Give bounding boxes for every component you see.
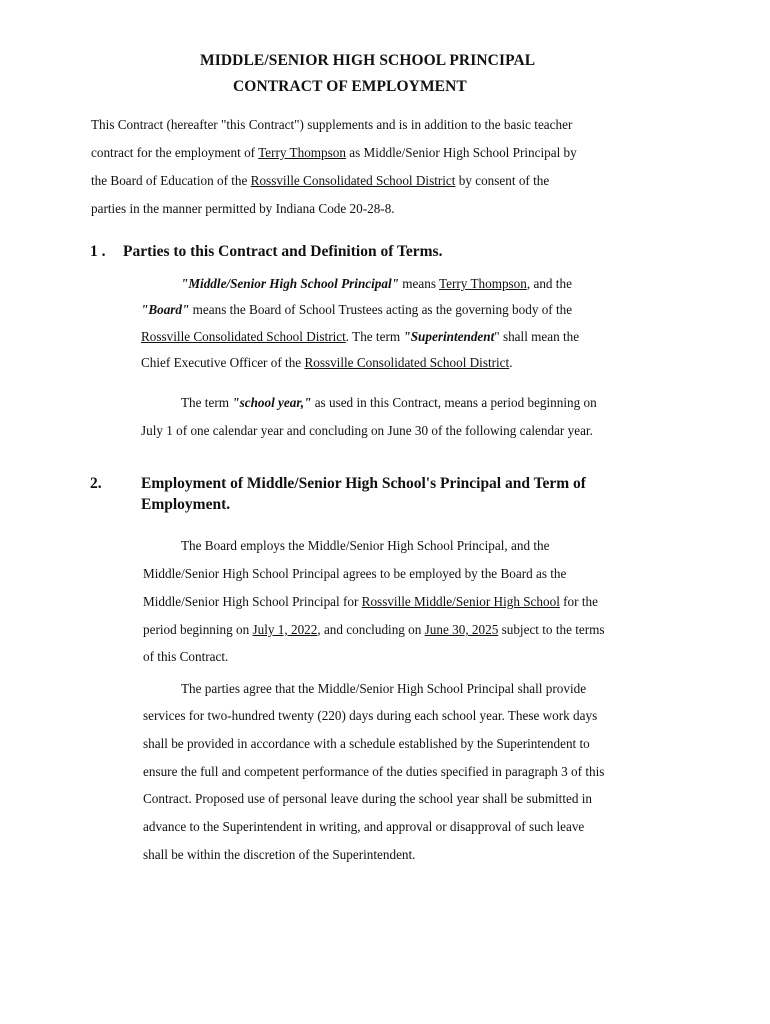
text: services for two-hundred twenty (220) days during each school year. These work days <box>143 708 598 723</box>
text: as Middle/Senior High School Principal by <box>345 145 577 160</box>
s2-p2-line-3 <box>143 736 590 752</box>
s1-p2-line-2 <box>141 423 593 439</box>
text: , and concluding on <box>317 622 425 637</box>
district-name: Rossville Consolidated School District <box>141 329 346 344</box>
s2-p1-line-2 <box>143 566 566 582</box>
text: parties in the manner permitted by Indiana Code 20-28-8. <box>91 201 395 216</box>
defined-term: "Superintendent <box>403 329 495 344</box>
text: The Board employs the Middle/Senior High School Principal, and the <box>181 538 550 553</box>
defined-term: "school year," <box>232 395 312 410</box>
section-2-heading-cont: Employment. <box>141 496 231 513</box>
s1-p2-line-1 <box>181 395 597 411</box>
text: by consent of the <box>455 173 550 188</box>
intro-line-1 <box>91 117 572 133</box>
document-title: MIDDLE/SENIOR HIGH SCHOOL PRINCIPAL <box>200 52 536 69</box>
s2-p1-line-5 <box>143 649 228 665</box>
s2-p2-line-7 <box>143 847 415 863</box>
text: The term <box>181 395 233 410</box>
s2-p2-line-6 <box>143 819 584 835</box>
text: Middle/Senior High School Principal for <box>143 594 362 609</box>
school-name: Rossville Middle/Senior High School <box>361 594 560 609</box>
s2-p2-line-5 <box>143 791 592 807</box>
defined-term: "Middle/Senior High School Principal" <box>181 276 399 291</box>
text: Chief Executive Officer of the <box>141 355 305 370</box>
text: . <box>509 355 513 370</box>
text: as used in this Contract, means a period beginning on <box>311 395 597 410</box>
s2-p1-line-4 <box>143 622 605 638</box>
principal-name: Terry Thompson <box>258 145 346 160</box>
s1-p1-line-3 <box>141 329 579 345</box>
text: ensure the full and competent performance of the duties specified in paragraph 3 of this <box>143 764 605 779</box>
text: advance to the Superintendent in writing, and approval or disapproval of such leave <box>143 819 585 834</box>
s2-p2-line-4 <box>143 764 604 780</box>
end-date: June 30, 2025 <box>424 622 499 637</box>
s2-p2-line-2 <box>143 708 597 724</box>
section-1-number: 1 . <box>90 243 106 260</box>
text: July 1 of one calendar year and concluding on June 30 of the following calendar year. <box>141 423 593 438</box>
section-2-heading: Employment of Middle/Senior High School's Principal and Term of <box>141 475 586 492</box>
district-name: Rossville Consolidated School District <box>304 355 510 370</box>
text: shall be within the discretion of the Superintendent. <box>143 847 416 862</box>
text: contract for the employment of <box>91 145 259 160</box>
text: the Board of Education of the <box>91 173 251 188</box>
text: means the Board of School Trustees acting as the governing body of the <box>189 302 573 317</box>
text: subject to the terms <box>498 622 605 637</box>
s1-p1-line-2 <box>141 302 572 318</box>
text: Middle/Senior High School Principal agrees to be employed by the Board as the <box>143 566 567 581</box>
text: " shall mean the <box>494 329 580 344</box>
section-2-number: 2. <box>90 475 102 492</box>
s2-p1-line-1 <box>181 538 549 554</box>
s1-p1-line-1 <box>181 276 572 292</box>
document-subtitle: CONTRACT OF EMPLOYMENT <box>233 78 467 95</box>
section-1-heading: Parties to this Contract and Definition of Terms. <box>123 243 443 260</box>
text: shall be provided in accordance with a schedule established by the Superintendent to <box>143 736 590 751</box>
text: , and the <box>526 276 572 291</box>
intro-line-2 <box>91 145 577 161</box>
text: period beginning on <box>143 622 253 637</box>
text: The parties agree that the Middle/Senior High School Principal shall provide <box>181 681 587 696</box>
text: . The term <box>345 329 404 344</box>
text: Contract. Proposed use of personal leave during the school year shall be submitted in <box>143 791 592 806</box>
s2-p2-line-1 <box>181 681 586 697</box>
s2-p1-line-3 <box>143 594 598 610</box>
district-name: Rossville Consolidated School District <box>250 173 456 188</box>
text: for the <box>559 594 598 609</box>
start-date: July 1, 2022 <box>252 622 318 637</box>
defined-term: "Board" <box>141 302 190 317</box>
intro-line-3 <box>91 173 549 189</box>
text: of this Contract. <box>143 649 229 664</box>
intro-line-4 <box>91 201 395 217</box>
s1-p1-line-4 <box>141 355 513 371</box>
text: means <box>398 276 440 291</box>
principal-name: Terry Thompson <box>439 276 527 291</box>
text: This Contract (hereafter "this Contract") supplements and is in addition to the basic teacher <box>91 117 573 132</box>
